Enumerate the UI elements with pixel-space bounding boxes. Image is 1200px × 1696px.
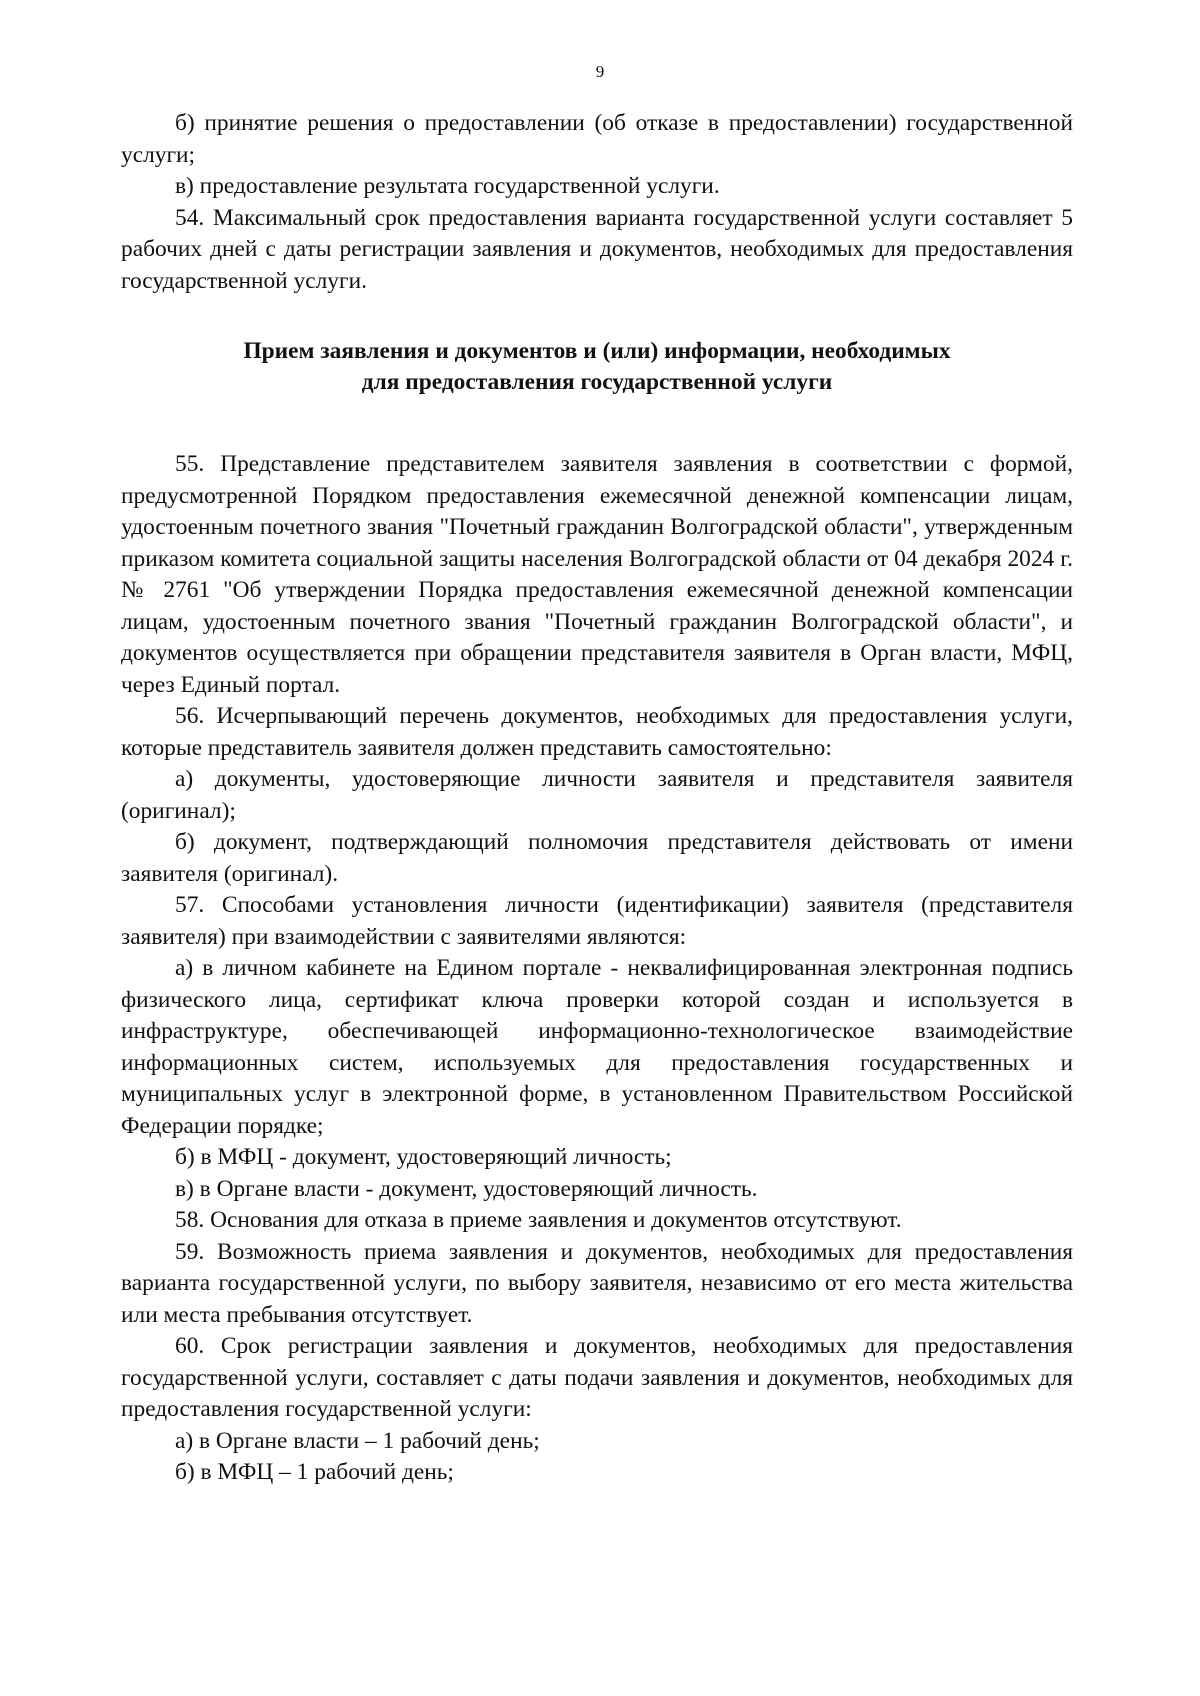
main-text-block: [121, 449, 1073, 1489]
paragraph-57-b: б) в МФЦ - документ, удостоверяющий личность;: [175, 1144, 672, 1170]
paragraph-item-b-decision: б) принятие решения о предоставлении (об отказе в предоставлении) государственной услуги;: [121, 110, 1073, 168]
paragraph-57-a: а) в личном кабинете на Едином портале - неквалифицированная электронная подпись физического лица, сертификат ключа проверки которой создан и используется в инфраструктуре, обеспечивающей информационно-технологическое взаимодействие информационных систем, используемых для предоставления государственных и муниципальных услуг в электронной форме, в установленном Правительством Российской Федерации порядке;: [121, 955, 1073, 1139]
paragraph-57-v: в) в Органе власти - документ, удостоверяющий личность.: [175, 1175, 758, 1202]
top-text-block: [121, 108, 1073, 297]
paragraph-56-b: б) документ, подтверждающий полномочия представителя действовать от имени заявителя (оригинал).: [121, 829, 1073, 887]
paragraph-60-b: б) в МФЦ – 1 рабочий день;: [175, 1459, 454, 1485]
section-heading-line-1: Прием заявления и документов и (или) информации, необходимых: [243, 338, 951, 364]
paragraph-item-v-result: в) предоставление результата государственной услуги.: [175, 173, 720, 199]
paragraph-58: 58. Основания для отказа в приеме заявления и документов отсутствуют.: [175, 1207, 902, 1233]
paragraph-56: 56. Исчерпывающий перечень документов, необходимых для предоставления услуги, которые представитель заявителя должен представить самостоятельно:: [121, 703, 1073, 761]
paragraph-60-a: а) в Органе власти – 1 рабочий день;: [175, 1427, 540, 1454]
section-heading: [121, 336, 1073, 398]
section-heading-line-2: для предоставления государственной услуги: [361, 369, 833, 395]
paragraph-60: 60. Срок регистрации заявления и документов, необходимых для предоставления государственной услуги, составляет с даты подачи заявления и документов, необходимых для предоставления государственной услуги:: [121, 1333, 1073, 1422]
paragraph-54: 54. Максимальный срок предоставления варианта государственной услуги составляет 5 рабочих дней с даты регистрации заявления и документов, необходимых для предоставления государственной услуги.: [121, 204, 1073, 294]
paragraph-55: 55. Представление представителем заявителя заявления в соответствии с формой, предусмотренной Порядком предоставления ежемесячной денежной компенсации лицам, удостоенным почетного звания "Почетный гражданин Волгоградской области", утвержденным приказом комитета социальной защиты населения Волгоградской области от 04 декабря 2024 г. № 2761 "Об утверждении Порядка предоставления ежемесячной денежной компенсации лицам, удостоенным почетного звания "Почетный гражданин Волгоградской области", и документов осуществляется при обращении представителя заявителя в Орган власти, МФЦ, через Единый портал.: [121, 451, 1073, 698]
paragraph-59: 59. Возможность приема заявления и документов, необходимых для предоставления варианта государственной услуги, по выбору заявителя, независимо от его места жительства или места пребывания отсутствует.: [121, 1238, 1073, 1328]
paragraph-56-a: а) документы, удостоверяющие личности заявителя и представителя заявителя (оригинал);: [121, 766, 1073, 824]
page-number: 9: [595, 62, 605, 81]
paragraph-57: 57. Способами установления личности (идентификации) заявителя (представителя заявителя) при взаимодействии с заявителями являются:: [121, 892, 1073, 950]
